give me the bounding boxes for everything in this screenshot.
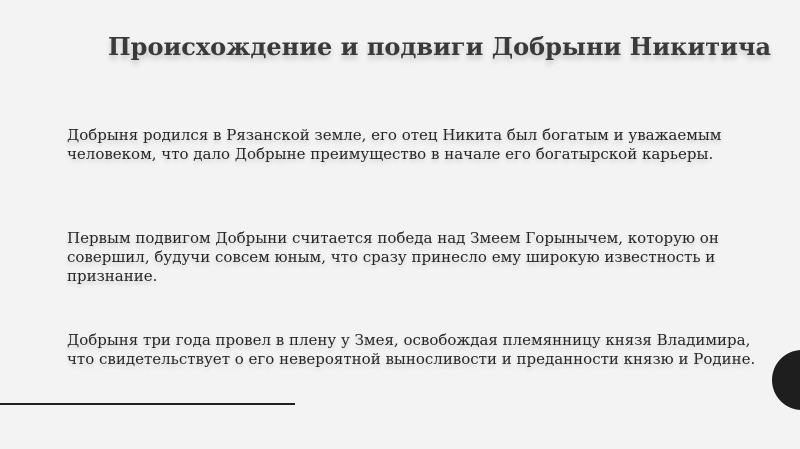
paragraph-first-feat: Первым подвигом Добрыни считается победа над Змеем Горынычем, которую он совершил, будучи совсем юным, что сразу принесло ему широкую известность и признание. <box>67 229 719 285</box>
decorative-divider <box>0 403 295 405</box>
slide-title: Происхождение и подвиги Добрыни Никитича <box>108 32 772 61</box>
paragraph-origin: Добрыня родился в Рязанской земле, его отец Никита был богатым и уважаемым человеком, что дало Добрыне преимущество в начале его богатырской карьеры. <box>67 126 722 163</box>
paragraph-captivity: Добрыня три года провел в плену у Змея, освобождая племянницу князя Владимира, что свидетельствует о его невероятной выносливости и преданности князю и Родине. <box>67 331 756 368</box>
